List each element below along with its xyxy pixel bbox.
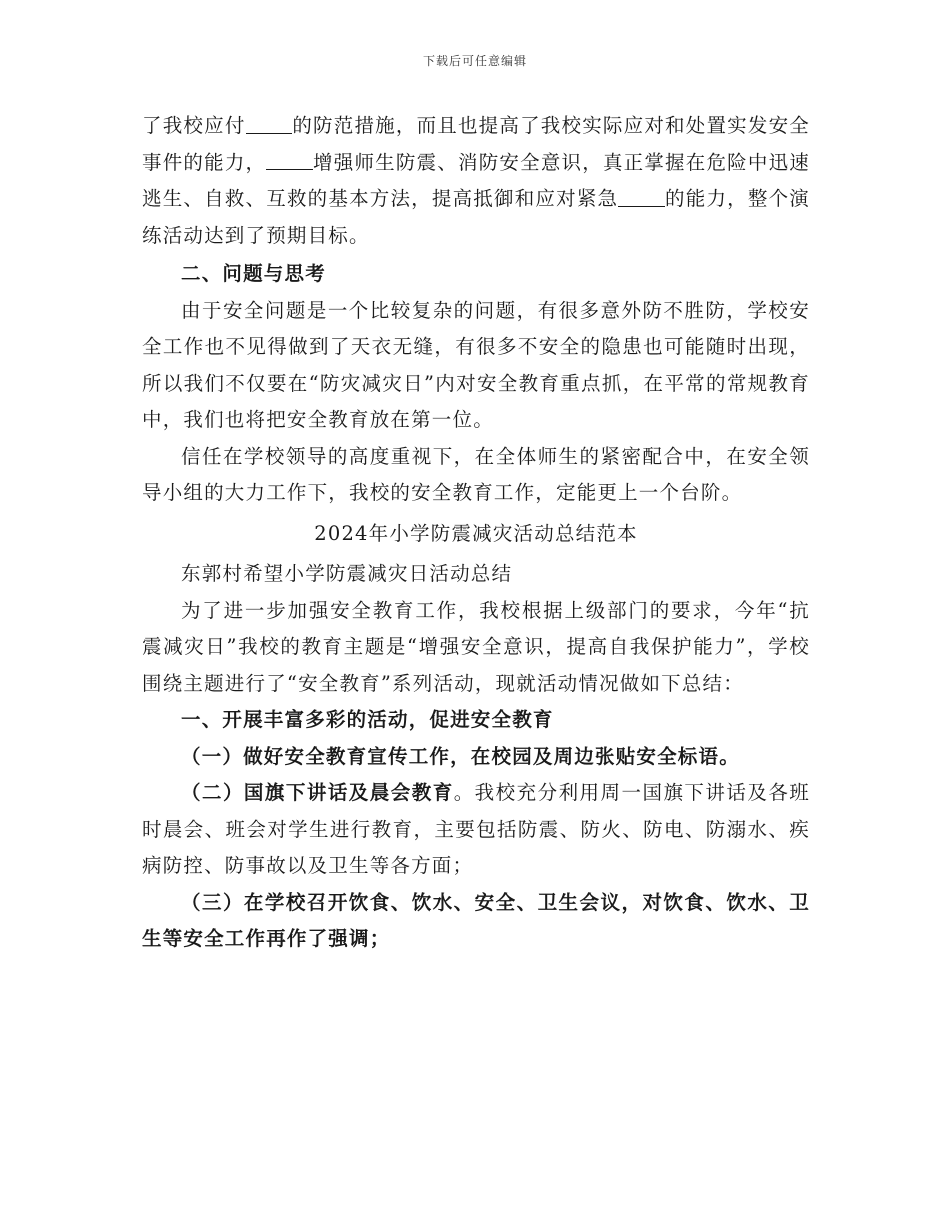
paragraph-text: 了我校应付 (142, 114, 246, 137)
fill-blank (246, 113, 293, 134)
list-item-lead: （二）国旗下讲话及晨会教育 (181, 781, 454, 804)
section-heading-problems: 二、问题与思考 (181, 262, 326, 285)
list-item-meeting: （三）在学校召开饮食、饮水、安全、卫生会议，对饮食、饮水、卫生等安全工作再作了强调； (142, 890, 810, 950)
document-subtitle: 东郭村希望小学防震减灾日活动总结 (181, 562, 513, 585)
paragraph-text: 增强师生防震、消防安全意识，真正掌握在危险中迅速逃生、自救、互救的基本方法，提高抵御和应对紧急 (142, 150, 810, 210)
paragraph-text: 的能力，整个演练活动达到了预期目标。 (142, 187, 810, 247)
paragraph-problems: 由于安全问题是一个比较复杂的问题，有很多意外防不胜防，学校安全工作也不见得做到了天衣无缝，有很多不安全的隐患也可能随时出现，所以我们不仅要在“防灾减灾日”内对安全教育重点抓，在平常的常规教育中，我们也将把安全教育放在第一位。 (142, 298, 810, 431)
fill-blank (618, 186, 665, 207)
paragraph-conclusion: 信任在学校领导的高度重视下，在全体师生的紧密配合中，在安全领导小组的大力工作下，我校的安全教育工作，定能更上一个台阶。 (142, 444, 810, 504)
paragraph-intro: 为了进一步加强安全教育工作，我校根据上级部门的要求，今年“抗震减灾日”我校的教育主题是“增强安全意识，提高自我保护能力”，学校围绕主题进行了“安全教育”系列活动，现就活动情况做如下总结： (142, 598, 810, 695)
list-item-text: 。我校充分利用周一国旗下讲话及各班时晨会、班会对学生进行教育，主要包括防震、防火、防电、防溺水、疾病防控、防事故以及卫生等各方面； (142, 781, 810, 877)
document-title: 2024年小学防震减灾活动总结范本 (314, 521, 638, 545)
document-body (142, 108, 810, 958)
paragraph-text: 的防范措施，而且也提高了我校实际应对和处置实发安全事件的能力， (142, 114, 810, 174)
section-heading-activities: 一、开展丰富多彩的活动，促进安全教育 (181, 708, 554, 731)
paragraph-drill-results (142, 108, 810, 254)
fill-blank (266, 150, 313, 171)
list-item-flag-speech (142, 775, 810, 885)
page-header-note: 下载后可任意编辑 (422, 54, 527, 68)
list-item-publicity: （一）做好安全教育宣传工作，在校园及周边张贴安全标语。 (181, 744, 740, 768)
